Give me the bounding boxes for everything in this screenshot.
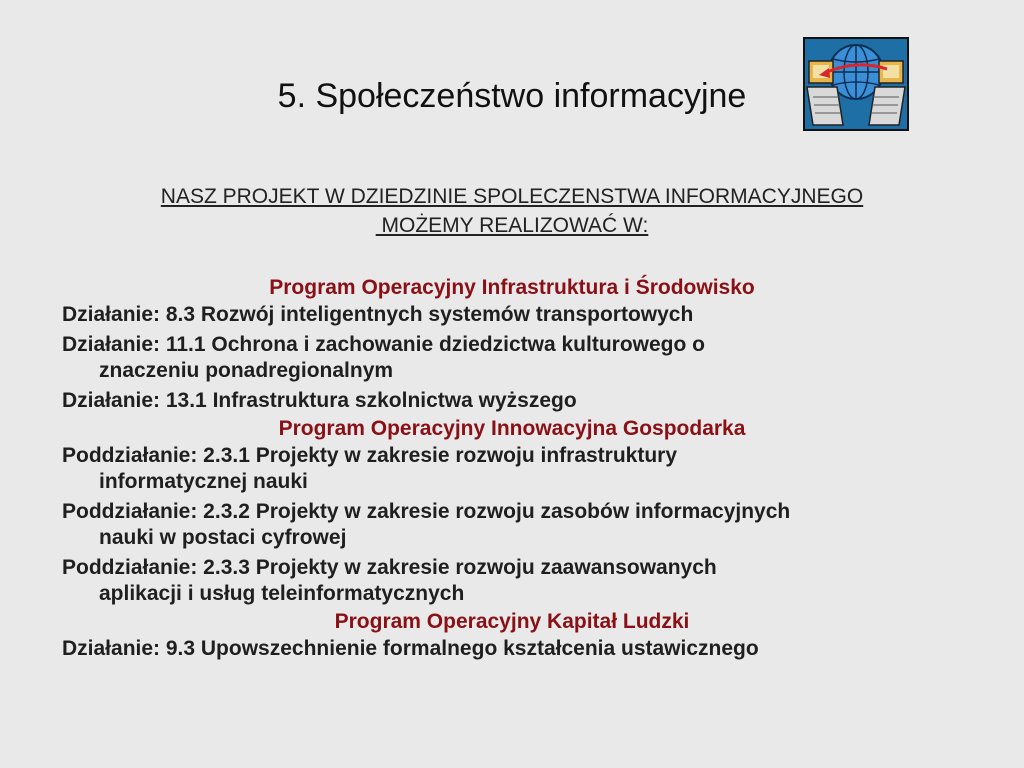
computers-network-globe-icon <box>803 37 909 131</box>
list-item <box>62 499 962 551</box>
program-heading-infrastruktura: Program Operacyjny Infrastruktura i Środowisko <box>269 276 755 299</box>
programs-list <box>62 273 962 666</box>
clipart-graphic <box>805 39 907 129</box>
item-line: Działanie: 13.1 Infrastruktura szkolnictwa wyższego <box>62 389 577 412</box>
list-item <box>62 555 962 607</box>
list-item <box>62 636 962 662</box>
item-line: Działanie: 9.3 Upowszechnienie formalnego kształcenia ustawicznego <box>62 637 759 660</box>
intro-line-2: MOŻEMY REALIZOWAĆ W: <box>375 214 649 237</box>
program-heading-innowacyjna: Program Operacyjny Innowacyjna Gospodarka <box>278 417 746 440</box>
item-line-continued: znaczeniu ponadregionalnym <box>99 359 394 382</box>
list-item <box>62 332 962 384</box>
item-line: Poddziałanie: 2.3.1 Projekty w zakresie rozwoju infrastruktury <box>62 444 678 467</box>
item-line: Działanie: 8.3 Rozwój inteligentnych systemów transportowych <box>62 303 694 326</box>
item-line-continued: aplikacji i usług teleinformatycznych <box>99 582 465 605</box>
item-line: Działanie: 11.1 Ochrona i zachowanie dziedzictwa kulturowego o <box>62 333 705 356</box>
intro-line-1: NASZ PROJEKT W DZIEDZINIE SPOLECZENSTWA INFORMACYJNEGO <box>160 185 864 208</box>
list-item <box>62 443 962 495</box>
slide-title: 5. Społeczeństwo informacyjne <box>277 77 747 115</box>
item-line-continued: informatycznej nauki <box>99 470 308 493</box>
item-line: Poddziałanie: 2.3.2 Projekty w zakresie rozwoju zasobów informacyjnych <box>62 500 791 523</box>
intro-heading <box>60 182 964 240</box>
list-item <box>62 302 962 328</box>
list-item <box>62 388 962 414</box>
program-heading-kapital-ludzki: Program Operacyjny Kapitał Ludzki <box>334 610 690 633</box>
item-line: Poddziałanie: 2.3.3 Projekty w zakresie rozwoju zaawansowanych <box>62 556 717 579</box>
item-line-continued: nauki w postaci cyfrowej <box>99 526 347 549</box>
